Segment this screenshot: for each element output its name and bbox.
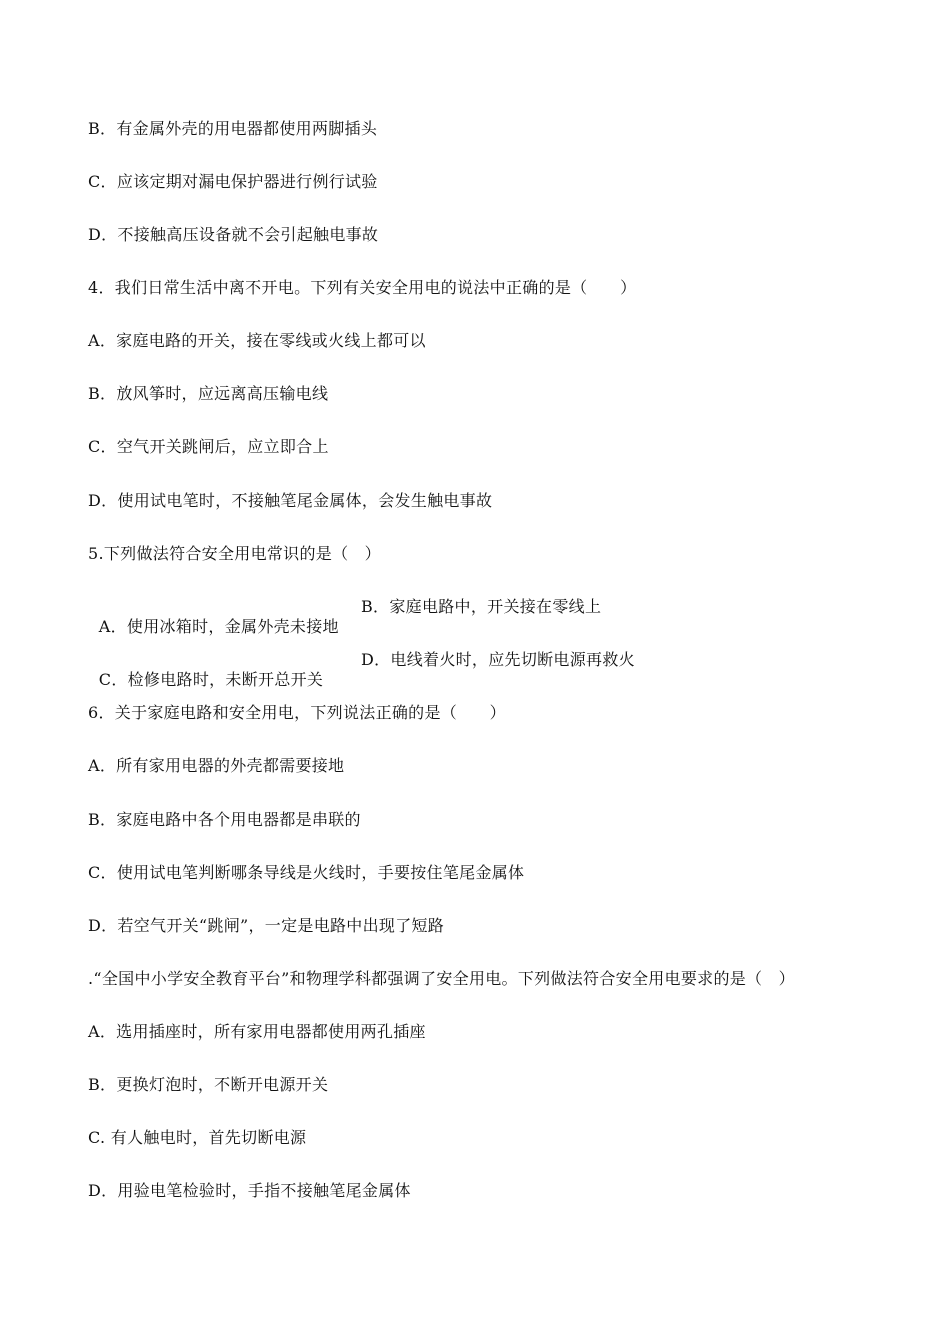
option-c-leakage-protector: C．应该定期对漏电保护器进行例行试验 (88, 172, 378, 191)
question-5-row-cd (88, 650, 635, 710)
question-6-option-b: B．家庭电路中各个用电器都是串联的 (88, 810, 361, 829)
question-4-stem: 4．我们日常生活中离不开电。下列有关安全用电的说法中正确的是（ ） (88, 278, 637, 297)
question-7-option-b: B．更换灯泡时，不断开电源开关 (88, 1075, 329, 1094)
question-7-option-c: C. 有人触电时，首先切断电源 (88, 1128, 307, 1147)
question-5-option-a: A．使用冰箱时，金属外壳未接地 (98, 617, 339, 636)
question-5-stem: 5.下列做法符合安全用电常识的是（ ） (88, 544, 381, 563)
question-6-stem: 6．关于家庭电路和安全用电，下列说法正确的是（ ） (88, 703, 506, 722)
question-7-option-a: A．选用插座时，所有家用电器都使用两孔插座 (88, 1022, 426, 1041)
option-b-metal-casing: B．有金属外壳的用电器都使用两脚插头 (88, 119, 378, 138)
question-7-option-d: D．用验电笔检验时，手指不接触笔尾金属体 (88, 1181, 411, 1200)
question-6-option-a: A．所有家用电器的外壳都需要接地 (88, 756, 345, 775)
question-6-option-d: D．若空气开关“跳闸”，一定是电路中出现了短路 (88, 916, 445, 935)
question-5-option-d: D．电线着火时，应先切断电源再救火 (361, 650, 635, 669)
question-4-option-a: A．家庭电路的开关，接在零线或火线上都可以 (88, 331, 426, 350)
question-6-option-c: C．使用试电笔判断哪条导线是火线时，手要按住笔尾金属体 (88, 863, 525, 882)
question-4-option-b: B．放风筝时，应远离高压输电线 (88, 384, 329, 403)
question-4-option-d: D．使用试电笔时，不接触笔尾金属体，会发生触电事故 (88, 491, 493, 510)
option-d-high-voltage: D．不接触高压设备就不会引起触电事故 (88, 225, 379, 244)
question-5-row-ab (88, 597, 602, 657)
question-5-option-c: C．检修电路时，未断开总开关 (98, 670, 324, 689)
question-7-stem: .“全国中小学安全教育平台”和物理学科都强调了安全用电。下列做法符合安全用电要求的是（ ） (88, 969, 795, 988)
question-5-option-b: B．家庭电路中，开关接在零线上 (361, 597, 602, 616)
question-4-option-c: C．空气开关跳闸后，应立即合上 (88, 437, 329, 456)
